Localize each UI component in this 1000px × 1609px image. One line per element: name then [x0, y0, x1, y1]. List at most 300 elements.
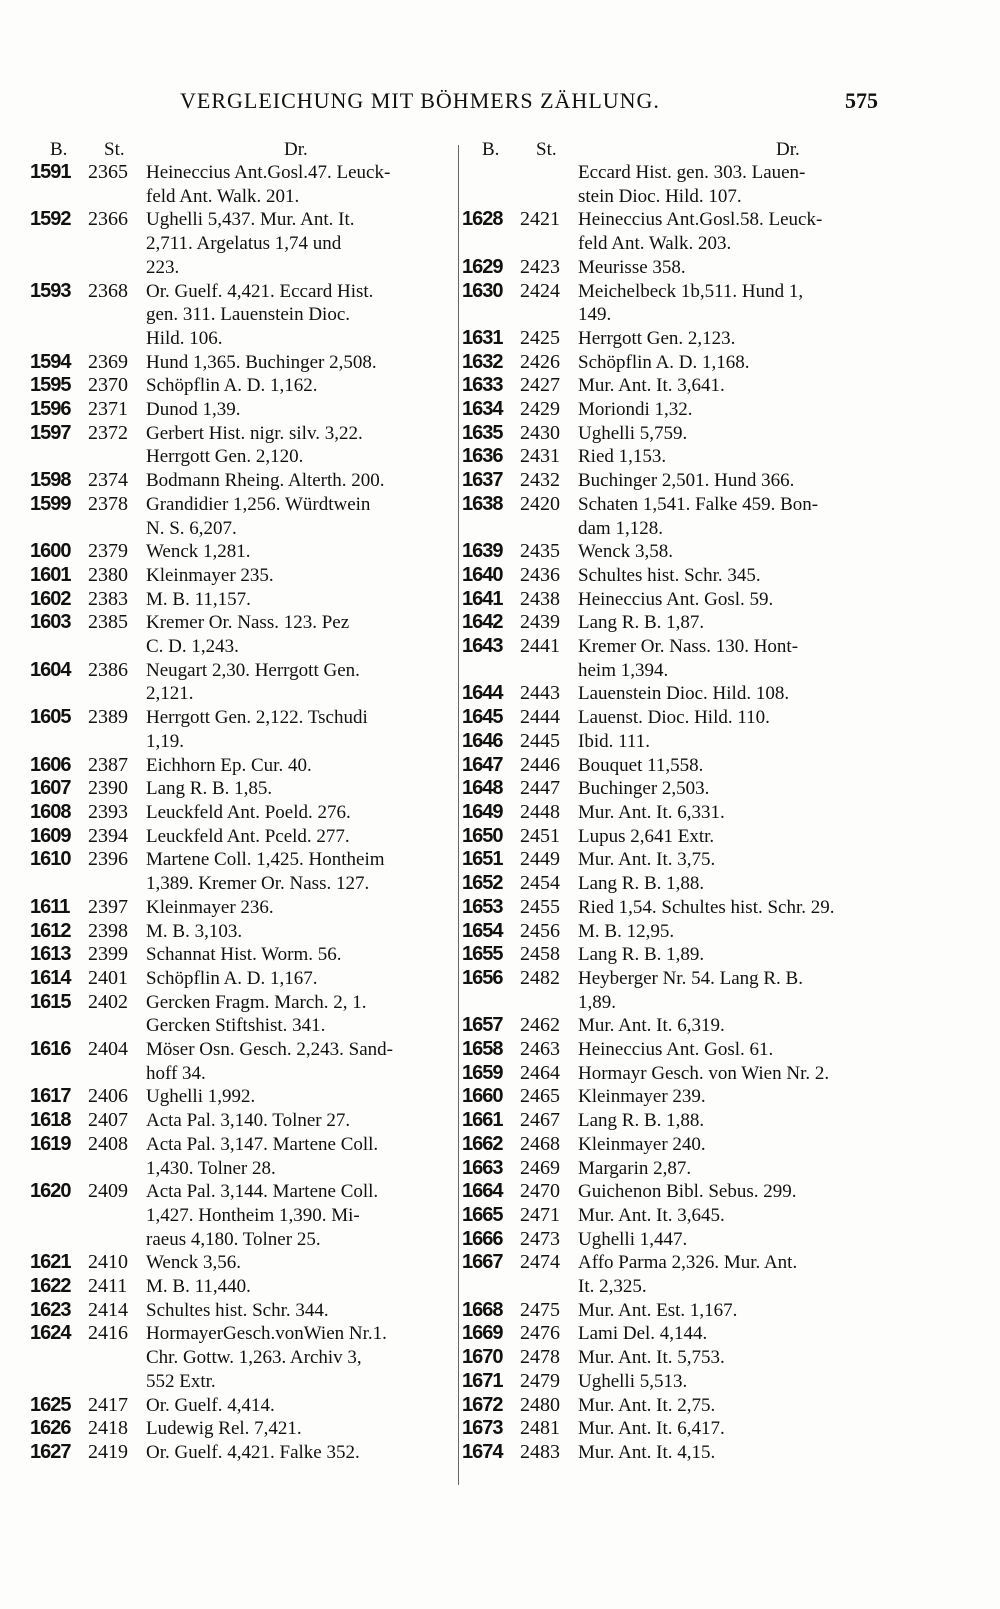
entry-boehmer-number: 1665	[462, 1203, 503, 1226]
entry-reference: Or. Guelf. 4,414.	[146, 1394, 275, 1416]
entry-reference: Kleinmayer 235.	[146, 564, 274, 586]
entry-boehmer-number: 1601	[30, 563, 71, 586]
entry-boehmer-number: 1654	[462, 919, 503, 942]
col-header-b: B.	[50, 139, 68, 160]
entry-st-number: 2387	[88, 753, 128, 776]
entry-boehmer-number: 1621	[30, 1251, 71, 1274]
entry-row	[30, 706, 450, 730]
entry-st-number: 2374	[88, 469, 128, 492]
entry-st-number: 2438	[520, 587, 560, 610]
entry-boehmer-number: 1672	[462, 1393, 503, 1416]
entry-boehmer-number: 1669	[462, 1322, 503, 1345]
entry-reference-continuation: stein Dioc. Hild. 107.	[578, 185, 742, 207]
entry-boehmer-number: 1640	[462, 563, 503, 586]
entry-reference: Meichelbeck 1b,511. Hund 1,	[578, 280, 804, 302]
entry-boehmer-number: 1617	[30, 1085, 71, 1108]
entry-row	[30, 1109, 450, 1133]
entry-reference: Lami Del. 4,144.	[578, 1323, 708, 1345]
entry-row	[30, 801, 450, 825]
entry-boehmer-number: 1591	[30, 161, 71, 183]
entry-reference: Heyberger Nr. 54. Lang R. B.	[578, 967, 803, 989]
entry-reference-continuation: 2,121.	[146, 683, 194, 705]
entry-reference: Ughelli 5,513.	[578, 1370, 688, 1392]
entry-st-number: 2431	[520, 445, 560, 468]
entry-st-number: 2389	[88, 706, 128, 729]
entry-boehmer-number: 1643	[462, 635, 503, 658]
entry-row	[462, 208, 898, 232]
entry-st-number: 2397	[88, 895, 128, 918]
entry-boehmer-number: 1599	[30, 492, 71, 515]
entry-st-number: 2478	[520, 1346, 560, 1369]
entry-st-number: 2482	[520, 966, 560, 989]
entry-boehmer-number: 1637	[462, 469, 503, 492]
entry-boehmer-number: 1653	[462, 895, 503, 918]
entry-st-number: 2426	[520, 350, 560, 373]
entry-st-number: 2432	[520, 469, 560, 492]
entry-st-number: 2383	[88, 587, 128, 610]
left-column-header	[30, 135, 450, 161]
entry-row	[30, 1038, 450, 1062]
entry-row	[462, 1180, 898, 1204]
entry-reference-continuation: gen. 311. Lauenstein Dioc.	[146, 304, 351, 326]
entry-row	[462, 493, 898, 517]
entry-row	[30, 1299, 450, 1323]
entry-row	[462, 540, 898, 564]
entry-st-number: 2469	[520, 1156, 560, 1179]
entry-row	[30, 1441, 450, 1465]
entry-boehmer-number: 1646	[462, 729, 503, 752]
entry-row	[462, 1441, 898, 1465]
entry-reference: Mur. Ant. It. 6,331.	[578, 801, 725, 823]
entry-st-number: 2385	[88, 611, 128, 634]
entry-row	[462, 1085, 898, 1109]
entry-reference: Neugart 2,30. Herrgott Gen.	[146, 659, 360, 681]
entry-boehmer-number: 1656	[462, 966, 503, 989]
entry-row	[462, 920, 898, 944]
entry-row	[462, 351, 898, 375]
entry-reference: Acta Pal. 3,144. Martene Coll.	[146, 1181, 379, 1203]
entry-reference: Schöpflin A. D. 1,162.	[146, 375, 318, 397]
entry-reference: Kremer Or. Nass. 130. Hont-	[578, 636, 799, 658]
entry-boehmer-number: 1610	[30, 848, 71, 871]
entry-reference: M. B. 11,440.	[146, 1276, 251, 1298]
entry-st-number: 2407	[88, 1109, 128, 1132]
entry-st-number: 2445	[520, 729, 560, 752]
entry-reference-continuation: raeus 4,180. Tolner 25.	[146, 1228, 321, 1250]
entry-boehmer-number: 1633	[462, 374, 503, 397]
entry-reference: Guichenon Bibl. Sebus. 299.	[578, 1181, 797, 1203]
entry-row	[462, 896, 898, 920]
entry-st-number: 2365	[88, 161, 128, 183]
entry-reference: Ludewig Rel. 7,421.	[146, 1418, 302, 1440]
entry-reference: Lupus 2,641 Extr.	[578, 825, 715, 847]
running-header: VERGLEICHUNG MIT BÖHMERS ZÄHLUNG.	[180, 88, 660, 113]
entry-boehmer-number: 1650	[462, 824, 503, 847]
entry-reference: M. B. 3,103.	[146, 920, 243, 942]
entry-reference: M. B. 11,157.	[146, 588, 251, 610]
entry-row	[30, 280, 450, 304]
entry-st-number: 2456	[520, 919, 560, 942]
entry-row	[30, 896, 450, 920]
entry-boehmer-number: 1652	[462, 872, 503, 895]
entry-reference: Affo Parma 2,326. Mur. Ant.	[578, 1252, 798, 1274]
entry-row	[462, 801, 898, 825]
entry-boehmer-number: 1645	[462, 706, 503, 729]
entry-reference-continuation: 2,711. Argelatus 1,74 und	[146, 233, 342, 255]
entry-reference: Moriondi 1,32.	[578, 399, 693, 421]
entry-boehmer-number: 1612	[30, 919, 71, 942]
entry-st-number: 2473	[520, 1227, 560, 1250]
entry-reference: Ibid. 111.	[578, 730, 650, 752]
entry-reference: Kleinmayer 239.	[578, 1086, 706, 1108]
entry-reference: Mur. Ant. It. 2,75.	[578, 1394, 716, 1416]
entry-reference-continuation: Hild. 106.	[146, 327, 223, 349]
entry-st-number: 2439	[520, 611, 560, 634]
entry-boehmer-number: 1635	[462, 421, 503, 444]
entry-boehmer-number: 1611	[30, 895, 70, 918]
entry-boehmer-number: 1670	[462, 1346, 503, 1369]
entry-boehmer-number: 1632	[462, 350, 503, 373]
entry-row	[462, 256, 898, 280]
entry-row	[30, 659, 450, 683]
entry-row	[30, 1417, 450, 1441]
entry-st-number: 2423	[520, 255, 560, 278]
entry-row	[462, 280, 898, 304]
entry-st-number: 2444	[520, 706, 560, 729]
page-number: 575	[845, 88, 878, 113]
entry-reference: Gercken Fragm. March. 2, 1.	[146, 991, 367, 1013]
entry-reference-continuation: 1,430. Tolner 28.	[146, 1157, 276, 1179]
entry-row	[462, 825, 898, 849]
entry-st-number: 2468	[520, 1132, 560, 1155]
entry-reference: Mur. Ant. It. 3,645.	[578, 1204, 725, 1226]
entry-row	[462, 1109, 898, 1133]
entry-row	[30, 754, 450, 778]
entry-reference: Schultes hist. Schr. 344.	[146, 1299, 329, 1321]
entry-boehmer-number: 1606	[30, 753, 71, 776]
entry-reference-continuation: Chr. Gottw. 1,263. Archiv 3,	[146, 1347, 362, 1369]
entry-boehmer-number: 1668	[462, 1298, 503, 1321]
entry-row	[30, 540, 450, 564]
entry-row	[30, 967, 450, 991]
entry-boehmer-number: 1595	[30, 374, 71, 397]
entry-boehmer-number: 1658	[462, 1038, 503, 1061]
entry-st-number: 2410	[88, 1251, 128, 1274]
entry-row	[462, 754, 898, 778]
entry-st-number: 2427	[520, 374, 560, 397]
entry-row	[30, 1133, 450, 1157]
entry-boehmer-number: 1594	[30, 350, 71, 373]
entry-st-number: 2421	[520, 208, 560, 231]
entry-boehmer-number: 1622	[30, 1275, 71, 1298]
entry-boehmer-number: 1667	[462, 1251, 503, 1274]
entry-boehmer-number: 1592	[30, 208, 71, 231]
entry-row	[30, 469, 450, 493]
entry-row	[30, 777, 450, 801]
entry-reference-continuation: heim 1,394.	[578, 659, 669, 681]
entry-row	[30, 588, 450, 612]
entry-st-number: 2372	[88, 421, 128, 444]
entry-row	[462, 1228, 898, 1252]
entry-st-number: 2480	[520, 1393, 560, 1416]
entry-reference: Mur. Ant. It. 6,417.	[578, 1418, 725, 1440]
entry-boehmer-number: 1598	[30, 469, 71, 492]
entry-reference: Mur. Ant. It. 4,15.	[578, 1441, 716, 1463]
entry-st-number: 2449	[520, 848, 560, 871]
entry-row	[30, 848, 450, 872]
right-column-header	[462, 135, 898, 161]
entry-row	[30, 351, 450, 375]
entry-boehmer-number: 1614	[30, 966, 71, 989]
entry-row	[30, 564, 450, 588]
entry-st-number: 2429	[520, 398, 560, 421]
entry-reference: Ried 1,153.	[578, 446, 667, 468]
entry-st-number: 2390	[88, 777, 128, 800]
entry-row	[462, 1370, 898, 1394]
entry-row	[462, 1133, 898, 1157]
entry-boehmer-number: 1615	[30, 990, 71, 1013]
entry-row	[462, 1014, 898, 1038]
entry-boehmer-number: 1608	[30, 800, 71, 823]
entry-boehmer-number: 1641	[462, 587, 503, 610]
entry-reference-continuation: feld Ant. Walk. 203.	[578, 233, 732, 255]
entry-boehmer-number: 1613	[30, 943, 71, 966]
right-column	[462, 135, 898, 1465]
entry-boehmer-number: 1609	[30, 824, 71, 847]
entry-row	[30, 991, 450, 1015]
entry-st-number: 2406	[88, 1085, 128, 1108]
entry-row	[462, 682, 898, 706]
entry-row	[462, 872, 898, 896]
entry-reference-continuation: C. D. 1,243.	[146, 636, 239, 658]
entry-row	[462, 374, 898, 398]
entry-st-number: 2454	[520, 872, 560, 895]
entry-row	[30, 825, 450, 849]
entry-row	[30, 920, 450, 944]
entry-reference: Heineccius Ant. Gosl. 59.	[578, 588, 774, 610]
entry-reference-continuation: 223.	[146, 256, 180, 278]
entry-st-number: 2467	[520, 1109, 560, 1132]
entry-st-number: 2451	[520, 824, 560, 847]
entry-row	[462, 611, 898, 635]
entry-st-number: 2430	[520, 421, 560, 444]
entry-boehmer-number: 1649	[462, 800, 503, 823]
col-header-st: St.	[536, 139, 557, 160]
entry-st-number: 2404	[88, 1038, 128, 1061]
entry-st-number: 2470	[520, 1180, 560, 1203]
entry-boehmer-number: 1644	[462, 682, 503, 705]
entry-row	[462, 1299, 898, 1323]
left-column	[30, 135, 450, 1465]
entry-st-number: 2441	[520, 635, 560, 658]
entry-reference: Acta Pal. 3,140. Tolner 27.	[146, 1110, 351, 1132]
entry-boehmer-number: 1600	[30, 540, 71, 563]
entry-row	[462, 1038, 898, 1062]
entry-boehmer-number: 1657	[462, 1014, 503, 1037]
entry-st-number: 2455	[520, 895, 560, 918]
entry-st-number: 2409	[88, 1180, 128, 1203]
entry-row	[462, 1157, 898, 1181]
entry-reference: Heineccius Ant. Gosl. 61.	[578, 1039, 774, 1061]
entry-st-number: 2401	[88, 966, 128, 989]
entry-reference: Ried 1,54. Schultes hist. Schr. 29.	[578, 896, 835, 918]
entry-reference-continuation: 552 Extr.	[146, 1370, 216, 1392]
entry-reference: Leuckfeld Ant. Pceld. 277.	[146, 825, 350, 847]
entry-st-number: 2464	[520, 1061, 560, 1084]
entry-boehmer-number: 1605	[30, 706, 71, 729]
entry-row	[462, 1204, 898, 1228]
entry-reference: Bodmann Rheing. Alterth. 200.	[146, 470, 385, 492]
entry-st-number: 2463	[520, 1038, 560, 1061]
entry-reference-continuation: feld Ant. Walk. 201.	[146, 185, 300, 207]
entry-st-number: 2447	[520, 777, 560, 800]
col-header-b: B.	[482, 139, 500, 160]
entry-reference: Grandidier 1,256. Würdtwein	[146, 493, 371, 515]
entry-st-number: 2408	[88, 1132, 128, 1155]
entry-row	[462, 564, 898, 588]
entry-reference: HormayerGesch.vonWien Nr.1.	[146, 1323, 387, 1345]
entry-row	[30, 493, 450, 517]
entry-st-number: 2435	[520, 540, 560, 563]
col-header-dr: Dr.	[284, 139, 308, 160]
entry-boehmer-number: 1671	[462, 1369, 503, 1392]
entry-boehmer-number: 1603	[30, 611, 71, 634]
entry-row	[30, 208, 450, 232]
entry-reference: Ughelli 1,992.	[146, 1086, 256, 1108]
entry-st-number: 2436	[520, 563, 560, 586]
entry-reference-continuation: 1,389. Kremer Or. Nass. 127.	[146, 873, 370, 895]
entry-boehmer-number: 1604	[30, 658, 71, 681]
entry-row	[462, 706, 898, 730]
entry-st-number: 2380	[88, 563, 128, 586]
entry-st-number: 2414	[88, 1298, 128, 1321]
entry-reference: Wenck 3,56.	[146, 1252, 242, 1274]
entry-reference: Hund 1,365. Buchinger 2,508.	[146, 351, 377, 373]
entry-reference-continuation: 1,427. Hontheim 1,390. Mi-	[146, 1204, 360, 1226]
entry-reference: M. B. 12,95.	[578, 920, 675, 942]
entry-reference: Hormayr Gesch. von Wien Nr. 2.	[578, 1062, 830, 1084]
entry-boehmer-number: 1674	[462, 1440, 503, 1463]
entry-st-number: 2476	[520, 1322, 560, 1345]
entry-reference: Mur. Ant. It. 6,319.	[578, 1015, 725, 1037]
entry-reference: Mur. Ant. It. 3,641.	[578, 375, 725, 397]
entry-boehmer-number: 1636	[462, 445, 503, 468]
entry-st-number: 2402	[88, 990, 128, 1013]
entry-reference: Mur. Ant. Est. 1,167.	[578, 1299, 738, 1321]
entry-st-number: 2458	[520, 943, 560, 966]
entry-boehmer-number: 1624	[30, 1322, 71, 1345]
entry-boehmer-number: 1593	[30, 279, 71, 302]
entry-reference: Ughelli 5,759.	[578, 422, 688, 444]
entry-boehmer-number: 1627	[30, 1440, 71, 1463]
entry-st-number: 2471	[520, 1203, 560, 1226]
entry-row	[30, 1275, 450, 1299]
entry-st-number: 2474	[520, 1251, 560, 1274]
entry-reference: Margarin 2,87.	[578, 1157, 692, 1179]
entry-boehmer-number: 1638	[462, 492, 503, 515]
entry-row	[30, 161, 450, 185]
entry-reference: Or. Guelf. 4,421. Eccard Hist.	[146, 280, 374, 302]
column-divider	[458, 145, 459, 1485]
entry-st-number: 2368	[88, 279, 128, 302]
entry-reference: Leuckfeld Ant. Poeld. 276.	[146, 801, 351, 823]
entry-reference-continuation: hoff 34.	[146, 1062, 206, 1084]
entry-reference: Schultes hist. Schr. 345.	[578, 564, 761, 586]
entry-row	[462, 588, 898, 612]
entry-reference-continuation: Eccard Hist. gen. 303. Lauen-	[578, 162, 806, 183]
entry-reference: Martene Coll. 1,425. Hontheim	[146, 849, 385, 871]
entry-row	[30, 398, 450, 422]
entry-boehmer-number: 1673	[462, 1417, 503, 1440]
entry-boehmer-number: 1618	[30, 1109, 71, 1132]
entry-st-number: 2424	[520, 279, 560, 302]
entry-reference: Lang R. B. 1,87.	[578, 612, 705, 634]
col-header-dr: Dr.	[776, 139, 800, 160]
entry-st-number: 2366	[88, 208, 128, 231]
entry-reference-continuation: dam 1,128.	[578, 517, 663, 539]
entry-reference: Meurisse 358.	[578, 256, 686, 278]
entry-reference: Lang R. B. 1,85.	[146, 778, 273, 800]
entry-st-number: 2370	[88, 374, 128, 397]
entry-reference-continuation: Gercken Stiftshist. 341.	[146, 1015, 326, 1037]
entry-boehmer-number: 1639	[462, 540, 503, 563]
entry-row	[30, 943, 450, 967]
entry-row	[30, 1322, 450, 1346]
entry-st-number: 2371	[88, 398, 128, 421]
entry-row	[462, 943, 898, 967]
entry-reference-continuation: 1,89.	[578, 991, 616, 1013]
entry-row	[30, 611, 450, 635]
entry-row	[30, 1180, 450, 1204]
entry-st-number: 2475	[520, 1298, 560, 1321]
entry-boehmer-number: 1602	[30, 587, 71, 610]
entry-st-number: 2386	[88, 658, 128, 681]
entry-reference: Mur. Ant. It. 5,753.	[578, 1347, 725, 1369]
entry-row	[462, 1346, 898, 1370]
entry-reference: Buchinger 2,501. Hund 366.	[578, 470, 795, 492]
entry-reference: Schöpflin A. D. 1,168.	[578, 351, 750, 373]
entry-reference: Dunod 1,39.	[146, 399, 241, 421]
entry-reference-continuation: Herrgott Gen. 2,120.	[146, 446, 304, 468]
entry-boehmer-number: 1648	[462, 777, 503, 800]
entry-row	[462, 1322, 898, 1346]
entry-st-number: 2417	[88, 1393, 128, 1416]
entry-boehmer-number: 1619	[30, 1132, 71, 1155]
entry-boehmer-number: 1596	[30, 398, 71, 421]
entry-reference: Lauenst. Dioc. Hild. 110.	[578, 707, 770, 729]
entry-st-number: 2411	[88, 1275, 128, 1298]
entry-boehmer-number: 1651	[462, 848, 503, 871]
entry-boehmer-number: 1616	[30, 1038, 71, 1061]
entry-boehmer-number: 1631	[462, 326, 503, 349]
entry-row	[30, 1251, 450, 1275]
entry-boehmer-number: 1625	[30, 1393, 71, 1416]
continued-entry	[462, 161, 898, 208]
entry-reference: Ughelli 5,437. Mur. Ant. It.	[146, 209, 355, 231]
entry-reference: Schöpflin A. D. 1,167.	[146, 967, 318, 989]
entry-reference: Ughelli 1,447.	[578, 1228, 688, 1250]
entry-st-number: 2443	[520, 682, 560, 705]
entry-reference: Herrgott Gen. 2,122. Tschudi	[146, 707, 368, 729]
entry-row	[30, 374, 450, 398]
entry-reference: Heineccius Ant.Gosl.47. Leuck-	[146, 162, 391, 183]
entry-row	[30, 1085, 450, 1109]
entry-st-number: 2379	[88, 540, 128, 563]
col-header-st: St.	[104, 139, 125, 160]
entry-st-number: 2425	[520, 326, 560, 349]
entry-st-number: 2448	[520, 800, 560, 823]
entry-row	[462, 1251, 898, 1275]
